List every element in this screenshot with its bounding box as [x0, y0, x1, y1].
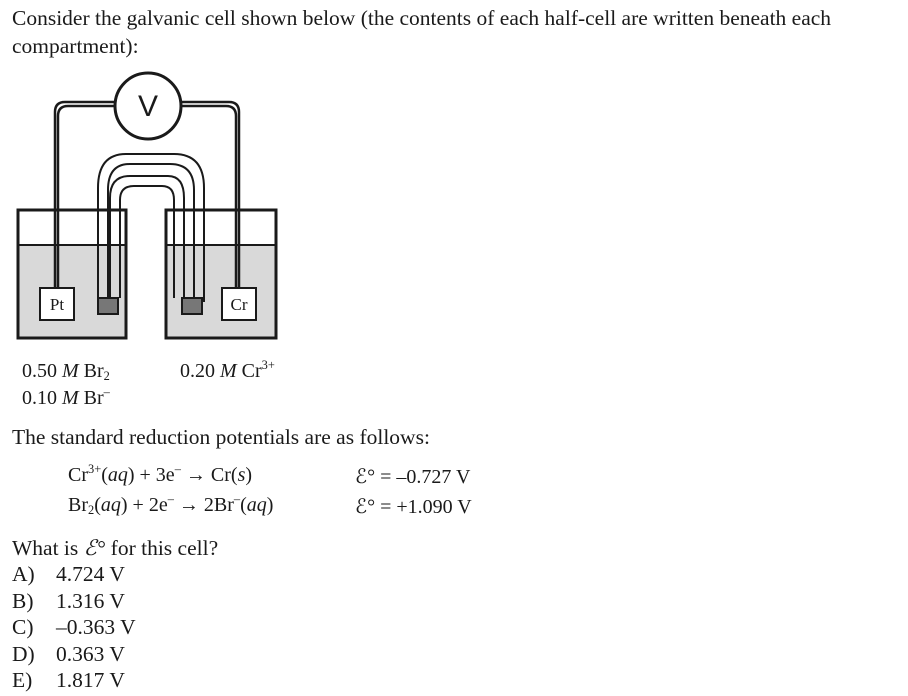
- question-prompt: What is ℰ° for this cell?: [12, 536, 219, 560]
- salt-bridge-right-plug: [182, 298, 202, 314]
- cr-electrode-label: Cr: [230, 295, 248, 314]
- left-cell-line2: 0.10 M Br–: [22, 384, 110, 409]
- voltmeter-label: V: [137, 90, 159, 123]
- left-cell-line1: 0.50 M $Br_2$: [22, 360, 110, 384]
- option-a[interactable]: A) 4.724 V: [12, 562, 125, 586]
- reaction-br: $Br_2(aq) + 2e^- \to 2Br^-(aq)$: [68, 491, 274, 518]
- right-cell-line1: 0.20 M $Cr^{3+}$: [180, 357, 275, 382]
- reaction-cr: $Cr^{3+}(aq) + 3e^- \to Cr(s)$: [68, 461, 253, 486]
- option-b[interactable]: B) 1.316 V: [12, 589, 125, 613]
- option-d[interactable]: D) 0.363 V: [12, 642, 125, 666]
- pt-electrode-label: Pt: [49, 295, 65, 314]
- potentials-intro: The standard reduction potentials are as follows:: [12, 425, 430, 449]
- potential-cr: ℰ° = –0.727 V: [355, 466, 471, 488]
- salt-bridge-left-plug: [98, 298, 118, 314]
- option-e[interactable]: E) 1.817 V: [12, 668, 125, 692]
- potential-br: ℰ° = +1.090 V: [355, 496, 472, 518]
- galvanic-cell-diagram: [14, 70, 284, 344]
- question-intro: Consider the galvanic cell shown below (the contents of each half-cell are written beneath each compartment):: [12, 6, 832, 58]
- option-c[interactable]: C) –0.363 V: [12, 615, 136, 639]
